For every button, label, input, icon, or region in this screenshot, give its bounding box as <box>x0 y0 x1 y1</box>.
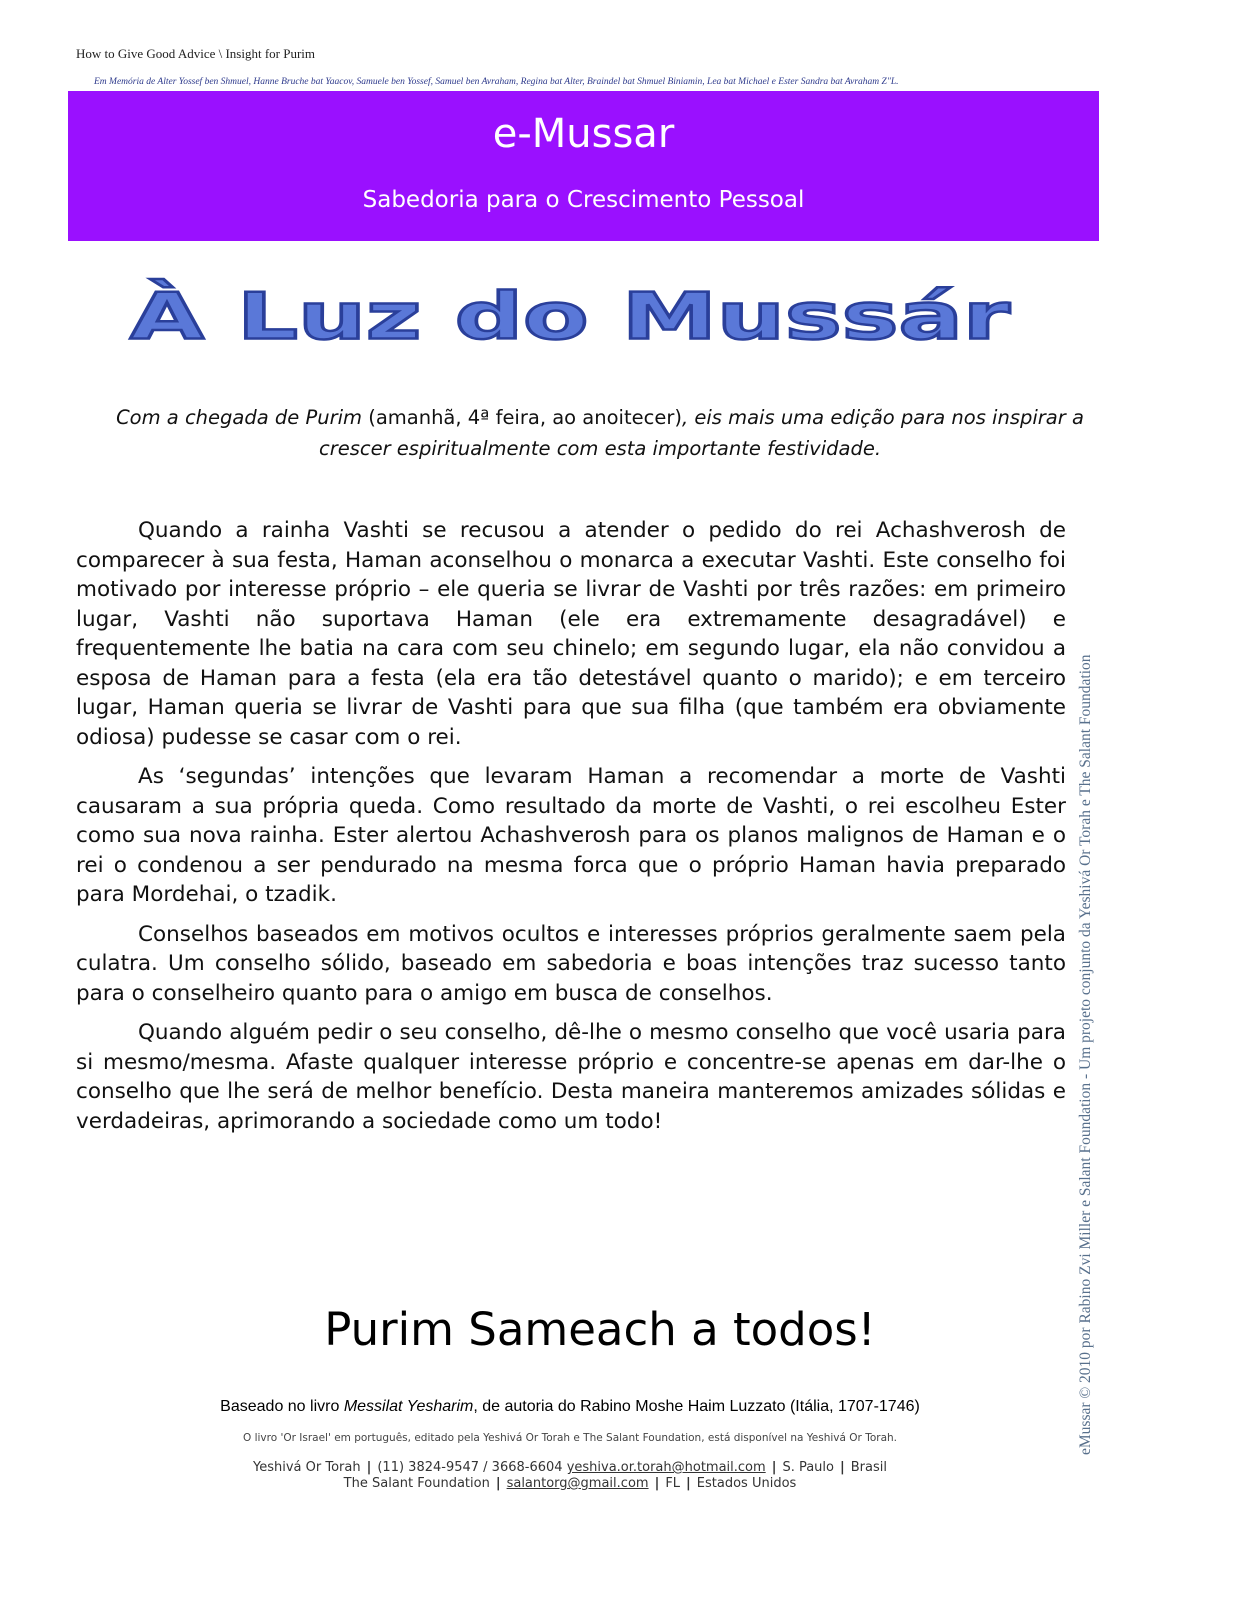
contact-email-link[interactable]: yeshiva.or.torah@hotmail.com <box>566 1460 766 1475</box>
wordart-heading-text: À Luz do Mussár <box>130 280 720 355</box>
source-book-title: Messilat Yesharim <box>343 1398 474 1415</box>
article-body <box>76 516 1066 1146</box>
body-paragraph: Quando a rainha Vashti se recusou a atender o pedido do rei Achashverosh de comparecer à sua festa, Haman aconselhou o monarca a executar Vashti. Este conselho foi motivado por interesse próprio – ele queria se livrar de Vashti por três razões: em primeiro lugar, Vashti não suportava Haman (ele era extremamente desagradável) e frequentemente lhe batia na cara com seu chinelo; em segundo lugar, ela não convidou a esposa de Haman para a festa (ela era tão detestável quanto o marido); e em terceiro lugar, Haman queria se livrar de Vashti para que sua filha (que também era obviamente odiosa) pudesse se casar com o rei. <box>76 518 1066 750</box>
title-banner <box>68 91 1099 241</box>
separator: | <box>839 1460 845 1475</box>
body-paragraph: Conselhos baseados em motivos ocultos e interesses próprios geralmente saem pela culatra. Um conselho sólido, baseado em sabedoria e boas intenções traz sucesso tanto para o conselheiro quanto para o amigo em busca de conselhos. <box>76 921 1066 1006</box>
body-paragraph: Quando alguém pedir o seu conselho, dê-lhe o mesmo conselho que você usaria para si mesmo/mesma. Afaste qualquer interesse próprio e concentre-se apenas em dar-lhe o conselho que lhe será de melhor benefício. Desta maneira manteremos amizades sólidas e verdadeiras, aprimorando a sociedade como um todo! <box>76 1020 1066 1134</box>
memorial-dedication: Em Memória de Alter Yossef ben Shmuel, Hanne Bruche bat Yaacov, Samuele ben Yossef, Samuel ben Avraham, Regina bat Alter, Braindel bat Shmuel Biniamin, Lea bat Michael e Ester Sandra bat Avraham Z"L. <box>94 77 899 87</box>
separator: | <box>771 1460 777 1475</box>
source-prefix: Baseado no livro <box>220 1398 344 1415</box>
separator: | <box>686 1476 691 1491</box>
vertical-copyright-credit: eMussar © 2010 por Rabino Zvi Miller e Salant Foundation - Um projeto conjunto da Yeshivá Or Torah e The Salant Foundation <box>1077 654 1094 1455</box>
intro-part2: (amanhã, 4ª feira, ao anoitecer) <box>362 406 682 429</box>
closing-greeting: Purim Sameach a todos! <box>324 1303 876 1356</box>
contact-org: Yeshivá Or Torah <box>253 1460 361 1475</box>
contact-email-link[interactable]: salantorg@gmail.com <box>506 1476 649 1491</box>
contact-country: Brasil <box>850 1460 887 1475</box>
contact-line-brazil <box>0 1460 1140 1475</box>
wordart-heading <box>120 275 1020 355</box>
source-suffix: , de autoria do Rabino Moshe Haim Luzzato (Itália, 1707-1746) <box>473 1398 920 1415</box>
contact-line-usa <box>0 1476 1140 1491</box>
document-header-path: How to Give Good Advice \ Insight for Purim <box>76 46 316 61</box>
intro-part3: , eis mais uma edição para nos inspirar a crescer espiritualmente com esta importante festividade. <box>318 406 1084 460</box>
separator: | <box>654 1476 660 1491</box>
body-paragraph: As ‘segundas’ intenções que levaram Haman a recomendar a morte de Vashti causaram a sua própria queda. Como resultado da morte de Vashti, o rei escolheu Ester como sua nova rainha. Ester alertou Achashverosh para os planos malignos de Haman e o rei o condenou a ser pendurado na mesma forca que o próprio Haman havia preparado para Mordehai, o tzadik. <box>76 764 1066 907</box>
book-availability-note: O livro 'Or Israel' em português, editado pela Yeshivá Or Torah e The Salant Foundation, está disponível na Yeshivá Or Torah. <box>242 1432 898 1444</box>
contact-country: Estados Unidos <box>696 1476 797 1491</box>
separator: | <box>495 1476 501 1491</box>
contact-city: S. Paulo <box>782 1460 834 1475</box>
banner-subtitle: Sabedoria para o Crescimento Pessoal <box>362 187 805 213</box>
source-citation <box>0 1398 1140 1416</box>
contact-phone: (11) 3824-9547 / 3668-6604 <box>377 1460 563 1475</box>
intro-part1: Com a chegada de Purim <box>116 406 363 429</box>
separator: | <box>366 1460 372 1475</box>
contact-org: The Salant Foundation <box>343 1476 490 1491</box>
intro-paragraph <box>110 402 1090 464</box>
banner-title: e-Mussar <box>492 111 675 157</box>
contact-state: FL <box>665 1476 681 1491</box>
